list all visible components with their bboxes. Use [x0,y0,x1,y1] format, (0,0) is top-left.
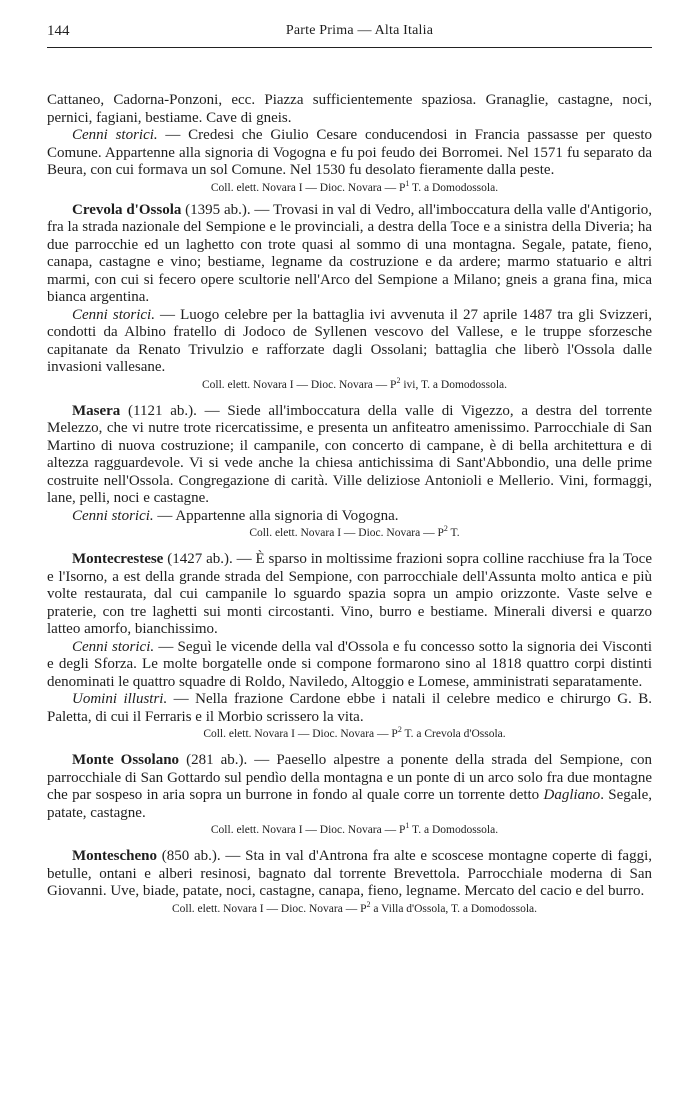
running-title: Parte Prima — Alta Italia [285,23,434,38]
entry-population: (1121 ab.). — [120,402,228,419]
entry-body: Trovasi in val di Vedro, all'imboccatura della valle d'Antigorio, fra la strada nazionale del Sempione e le provinciali, a destra della Toce e a sinistra della Diveria; ha due parrocchie ed un laghetto con trote quasi al sommo di una montagna. Segale, patate, fieno, canapa, castagne e vino; bestiame, legname da costruzione e da ardere; marmo statuario e altri marmi, con cui si fecero opere scultorie nell'Arco del Sempione a Milano; gneis a grana fina, mica bianca argentina. [47,201,652,305]
entry-population: (850 ab.). — [157,848,246,864]
entry-crevola [47,202,652,307]
entry-monte-ossolano [47,752,652,822]
section-text: — Seguì le vicende della val d'Ossola e fu concesso sotto la signoria dei Visconti e degli Sforza. Le molte borgatelle onde si compone formarono sino al 1818 quattro corpi distinti denominati le quattro squadre di Roldo, Naviledo, Altoggio e Lomese, amministrati separatamente. [47,638,652,690]
page-number: 144 [47,23,70,39]
electoral-note: Coll. elett. Novara I — Dioc. Novara — $P^2$ T. [249,524,460,539]
section-label: Cenni storici. [72,507,154,524]
entry-montecrestese [47,551,652,639]
entry-continuation-history [47,127,652,180]
entry-montescheno [47,848,652,901]
electoral-note: Coll. elett. Novara I — Dioc. Novara — $P^2$ ivi, T. a Domodossola. [201,375,508,391]
entry-population: (1395 ab.). — [181,201,273,218]
page-body [47,92,652,917]
header-rule [47,47,652,48]
section-label: Cenni storici. [72,127,158,143]
entry-body: Paesello alpestre a ponente della strada del Sempione, con parrocchiale di San Gottardo sul pendìo della montagna e un ponte di un arco solo fra due montagne che par sospeso in aria sopra un burrone in fondo al quale corre un torrente detto [47,752,652,803]
entry-body: Sta in val d'Antrona fra alte e scoscese montagne coperte di faggi, betulle, ontani e alberi resinosi, bagnato dal torrente Brevettola. Parrocchiale moderna di San Giovanni. Uve, biade, patate, noci, castagne, canapa, fieno, legname. Mercato del cacio e del burro. [47,848,652,899]
entry-heading: Montescheno [72,848,157,864]
entry-heading: Crevola d'Ossola [72,201,182,218]
electoral-note: Coll. elett. Novara I — Dioc. Novara — $P^2$ a Villa d'Ossola, T. a Domodossola. [171,899,538,915]
entry-body: Siede all'imboccatura della valle di Vigezzo, a destra del torrente Melezzo, che vi nutre trote ricercatissime, e presenta un anfiteatro amenissimo. Parrocchiale di San Martino di nuova costruzione; il campanile, con concerto di campane, è di bella architettura e di altezza ragguardevole. Vi si vede anche la chiesa antichissima di Sant'Abbondio, una delle prime costruite nell'Ossola. Congregazione di carità. Ville deliziose Antonioli e Mellerio. Vini, formaggi, lane, pelli, noci e castagne. [47,402,653,506]
entry-continuation-body: Cattaneo, Cadorna-Ponzoni, ecc. Piazza sufficientemente spaziosa. Granaglie, castagne, noci, pernici, fagiani, bestiame. Cave di gneis. [47,92,652,126]
electoral-note: Coll. elett. Novara I — Dioc. Novara — $P^1$ T. a Domodossola. [210,178,499,194]
section-text: — Luogo celebre per la battaglia ivi avvenuta il 27 aprile 1487 tra gli Svizzeri, condotti da Albino fratello di Jodoco de Syllenen vescovo del Vallese, e le truppe sforzesche capitanate da Renato Trivulzio e rafforzate dagli Ossolani; battaglia che liberò l'Ossola dalle invasioni vallesane. [47,306,652,375]
entry-body-end: . Segale, patate, castagne. [47,787,652,821]
torrent-name: Dagliano [543,787,601,803]
entry-population: (1427 ab.). — [163,551,256,567]
entry-heading: Monte Ossolano [72,752,180,768]
entry-heading: Montecrestese [72,551,164,567]
section-text: — Appartenne alla signoria di Vogogna. [153,507,399,524]
entry-montecrestese-history [47,639,652,692]
section-text: — Nella frazione Cardone ebbe i natali il celebre medico e chirurgo G. B. Paletta, di cui il Ferraris e il Morbio scrissero la vita. [47,691,652,725]
electoral-note: Coll. elett. Novara I — Dioc. Novara — $P^1$ T. a Domodossola. [210,821,499,836]
entry-masera [47,403,652,508]
entry-masera-history [47,508,652,526]
section-label: Cenni storici. [72,638,155,655]
section-label: Cenni storici. [72,306,155,323]
section-text: — Credesi che Giulio Cesare conducendosi in Francia passasse per questo Comune. Appartenne alla signoria di Vogogna e fu poi feudo dei Borromei. Nel 1571 fu separato da Beura, con cui formava un sol Comune. Nel 1530 fu desolato fieramente dalla peste. [47,127,652,178]
entry-crevola-history [47,307,652,377]
entry-montecrestese-notables [47,691,652,726]
entry-body: È sparso in moltissime frazioni sopra colline racchiuse fra la Toce e l'Isorno, a est della grande strada del Sempione, con parrocchiale dell'Assunta molto antica e più volte restaurata, dal cui campanile lo sguardo spazia sopra un ampio orizzonte. Vaste selve e praterie, con tre laghetti sui monti circostanti. Vino, burro e bestiame. Minerali diversi e quarzo latteo amorfo, bianchissimo. [47,551,652,637]
entry-heading: Masera [72,402,121,419]
entry-population: (281 ab.). — [179,752,277,768]
section-label: Uomini illustri. [72,691,168,707]
page-header [47,20,652,42]
electoral-note: Coll. elett. Novara I — Dioc. Novara — $P^2$ T. a Crevola d'Ossola. [203,725,506,740]
